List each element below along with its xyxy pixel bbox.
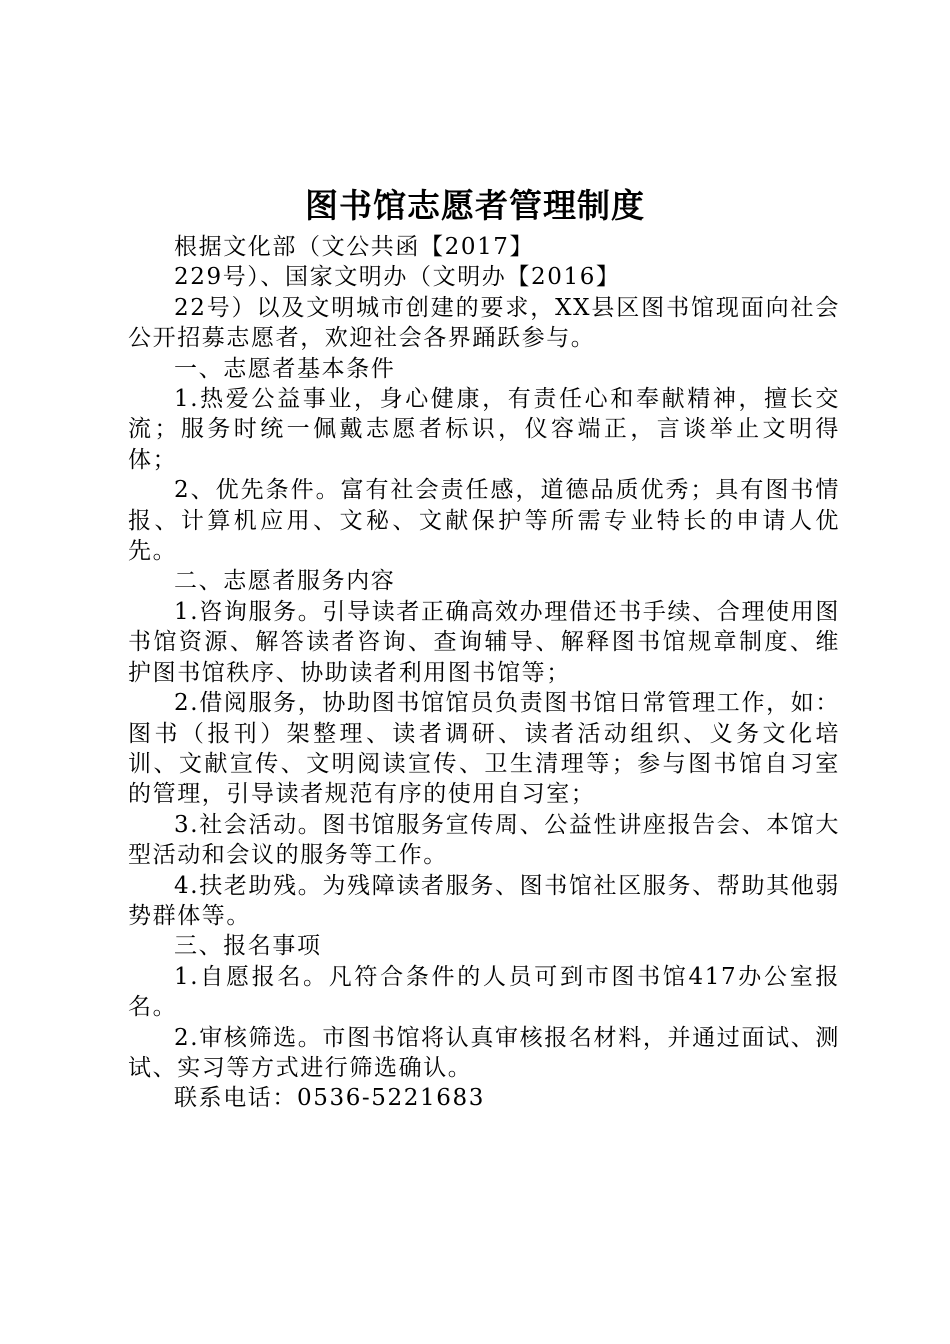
- section-heading-registration: 三、报名事项: [174, 933, 322, 960]
- paragraph-condition-2: 2、优先条件。富有社会责任感，道德品质优秀；具有图书情报、计算机应用、文秘、文献保护等所需专业特长的申请人优先。: [128, 477, 840, 565]
- document-body: [128, 232, 840, 1114]
- paragraph-service-3: 3.社会活动。图书馆服务宣传周、公益性讲座报告会、本馆大型活动和会议的服务等工作。: [128, 811, 840, 869]
- contact-phone: 联系电话：0536-5221683: [174, 1085, 485, 1112]
- paragraph-service-1: 1.咨询服务。引导读者正确高效办理借还书手续、合理使用图书馆资源、解答读者咨询、查询辅导、解释图书馆规章制度、维护图书馆秩序、协助读者利用图书馆等；: [128, 598, 840, 686]
- paragraph-service-4: 4.扶老助残。为残障读者服务、图书馆社区服务、帮助其他弱势群体等。: [128, 872, 840, 929]
- paragraph-intro-3: 22号）以及文明城市创建的要求，XX县区图书馆现面向社会公开招募志愿者，欢迎社会各界踊跃参与。: [128, 294, 840, 352]
- paragraph-service-2: 2.借阅服务，协助图书馆馆员负责图书馆日常管理工作，如：图书（报刊）架整理、读者调研、读者活动组织、义务文化培训、文献宣传、文明阅读宣传、卫生清理等；参与图书馆自习室的管理，引导读者规范有序的使用自习室；: [128, 690, 840, 808]
- paragraph-intro-2: 229号）、国家文明办（文明办【2016】: [174, 264, 621, 291]
- paragraph-condition-1: 1.热爱公益事业，身心健康，有责任心和奉献精神，擅长交流；服务时统一佩戴志愿者标识，仪容端正，言谈举止文明得体；: [128, 386, 840, 473]
- section-heading-service-content: 二、志愿者服务内容: [174, 568, 396, 595]
- paragraph-registration-2: 2.审核筛选。市图书馆将认真审核报名材料，并通过面试、测试、实习等方式进行筛选确认。: [128, 1024, 840, 1081]
- document-title: 图书馆志愿者管理制度: [305, 186, 645, 225]
- section-heading-basic-conditions: 一、志愿者基本条件: [174, 355, 396, 382]
- paragraph-registration-1: 1.自愿报名。凡符合条件的人员可到市图书馆417办公室报名。: [128, 963, 840, 1021]
- paragraph-intro-1: 根据文化部（文公共函【2017】: [174, 234, 535, 260]
